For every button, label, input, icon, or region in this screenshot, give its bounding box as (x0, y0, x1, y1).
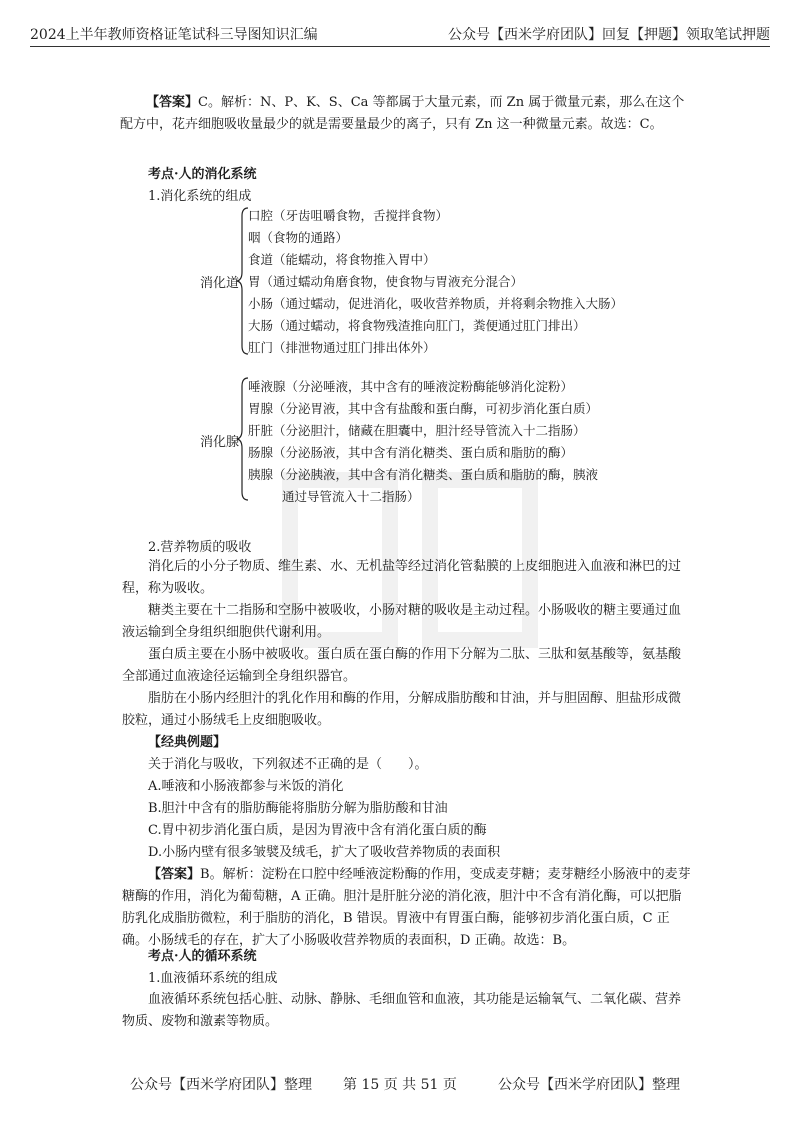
subheading-composition: 1.消化系统的组成 (148, 189, 252, 204)
gland-item: 通过导管流入十二指肠） (282, 489, 420, 504)
answer-label: 【答案】 (148, 867, 201, 882)
tract-item: 肛门（排泄物通过肛门排出体外） (248, 340, 436, 355)
brace-label-tract: 消化道 (200, 276, 240, 291)
header-title: 2024上半年教师资格证笔试科三导图知识汇编 (30, 27, 318, 43)
tract-item: 咽（食物的通路） (248, 230, 349, 245)
tract-item: 食道（能蠕动，将食物推入胃中） (248, 252, 436, 267)
absorption-paragraph: 消化后的小分子物质、维生素、水、无机盐等经过消化管黏膜的上皮细胞进入血液和淋巴的过程，称为吸收。 (122, 559, 682, 596)
absorption-paragraph: 脂肪在小肠内经胆汁的乳化作用和酶的作用，分解成脂肪酸和甘油，并与胆固醇、胆盐形成微胶粒，通过小肠绒毛上皮细胞吸收。 (122, 691, 682, 728)
option-d: D.小肠内壁有很多皱襞及绒毛，扩大了吸收营养物质的表面积 (148, 845, 501, 860)
content (122, 92, 692, 136)
subheading-circulation: 1.血液循环系统的组成 (148, 971, 278, 986)
footer-right: 公众号【西米学府团队】整理 (498, 1077, 680, 1093)
tract-item: 小肠（通过蠕动，促进消化，吸收营养物质，并将剩余物推入大肠） (248, 296, 624, 311)
gland-item: 胰腺（分泌胰液，其中含有消化糖类、蛋白质和脂肪的酶，胰液 (248, 467, 599, 482)
tract-item: 大肠（通过蠕动，将食物残渣推向肛门，粪便通过肛门排出） (248, 318, 586, 333)
footer-left: 公众号【西米学府团队】整理 (130, 1077, 312, 1093)
gland-item: 肠腺（分泌肠液，其中含有消化糖类、蛋白质和脂肪的酶） (248, 445, 574, 460)
answer-text: B。解析：淀粉在口腔中经唾液淀粉酶的作用，变成麦芽糖；麦芽糖经小肠液中的麦芽糖酶的作用，消化为葡萄糖，A 正确。胆汁是肝脏分泌的消化液，胆汁中不含有消化酶，可以把脂肪乳化成脂肪微粒，利于脂肪的消化，B 错误。胃液中有胃蛋白酶，能够初步消化蛋白质，C 正确。小肠绒毛的存在，扩大了小肠吸收营养物质的表面积，D 正确。故选：B。 (122, 867, 691, 948)
gland-item: 肝脏（分泌胆汁，储藏在胆囊中，胆汁经导管流入十二指肠） (248, 423, 586, 438)
tract-item: 口腔（牙齿咀嚼食物，舌搅拌食物） (248, 208, 449, 223)
gland-item: 胃腺（分泌胃液，其中含有盐酸和蛋白酶，可初步消化蛋白质） (248, 401, 599, 416)
answer-label: 【答案】 (146, 95, 199, 110)
option-c: C.胃中初步消化蛋白质，是因为胃液中含有消化蛋白质的酶 (148, 823, 487, 838)
option-a: A.唾液和小肠液都参与米饭的消化 (148, 779, 344, 794)
section-heading-circulation: 考点·人的循环系统 (148, 949, 257, 964)
tract-item: 胃（通过蠕动角磨食物，使食物与胃液充分混合） (248, 274, 524, 289)
answer-paragraph (120, 92, 692, 136)
header-promo: 公众号【西米学府团队】回复【押题】领取笔试押题 (448, 27, 770, 43)
gland-item: 唾液腺（分泌唾液，其中含有的唾液淀粉酶能够消化淀粉） (248, 379, 574, 394)
absorption-paragraph: 糖类主要在十二指肠和空肠中被吸收，小肠对糖的吸收是主动过程。小肠吸收的糖主要通过血液运输到全身组织细胞供代谢利用。 (122, 603, 682, 640)
example-answer (122, 864, 692, 952)
circulation-block (122, 989, 692, 1033)
absorption-block (122, 556, 692, 952)
brace-label-glands: 消化腺 (200, 435, 240, 450)
page-number: 第 15 页 共 51 页 (343, 1077, 457, 1093)
example-heading: 【经典例题】 (148, 735, 227, 750)
absorption-paragraph: 蛋白质主要在小肠中被吸收。蛋白质在蛋白酶的作用下分解为二肽、三肽和氨基酸等，氨基酸全部通过血液途径运输到全身组织器官。 (122, 647, 682, 684)
question-text: 关于消化与吸收，下列叙述不正确的是（ ）。 (148, 757, 428, 772)
page-header (30, 22, 770, 47)
section-heading-digestion: 考点·人的消化系统 (148, 167, 257, 182)
subheading-absorption: 2.营养物质的吸收 (148, 540, 252, 555)
option-b: B.胆汁中含有的脂肪酶能将脂肪分解为脂肪酸和甘油 (148, 801, 448, 816)
circulation-paragraph: 血液循环系统包括心脏、动脉、静脉、毛细血管和血液，其功能是运输氧气、二氧化碳、营养物质、废物和激素等物质。 (122, 992, 682, 1029)
answer-text: C。解析：N、P、K、S、Ca 等都属于大量元素，而 Zn 属于微量元素，那么在这个配方中，花卉细胞吸收量最少的就是需要量最少的离子，只有 Zn 这一种微量元素。故选：C。 (120, 95, 685, 132)
